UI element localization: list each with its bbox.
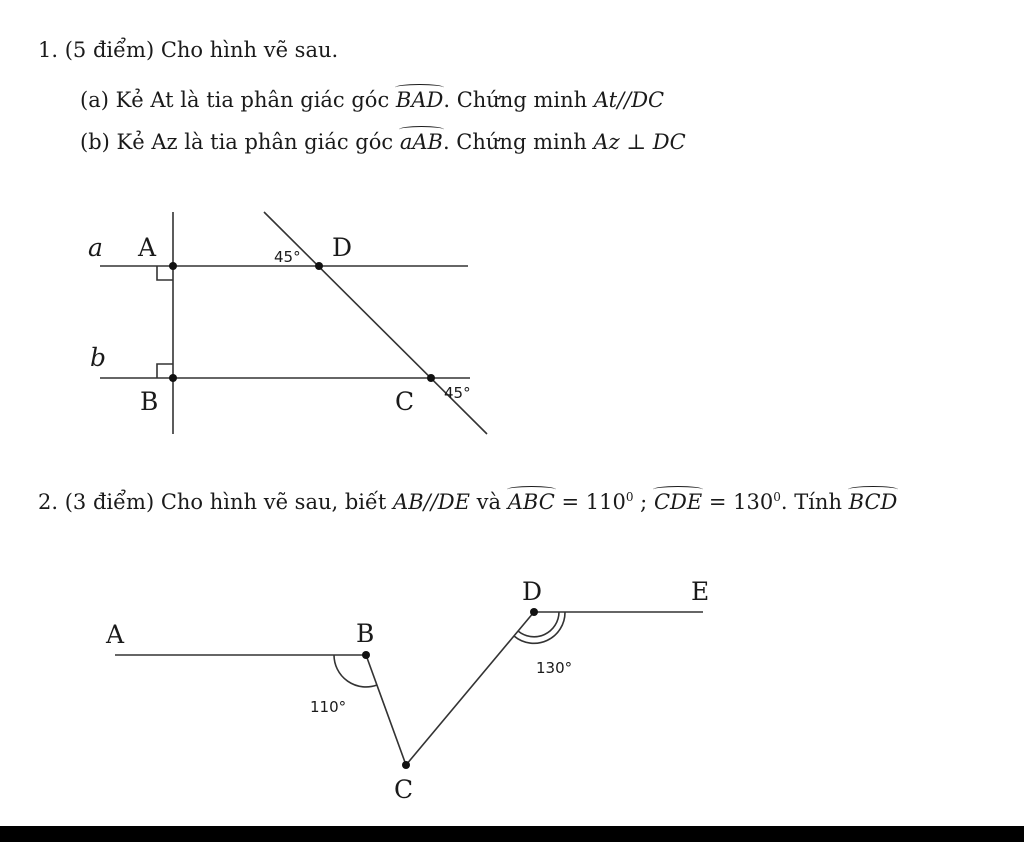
angle-arc-B: [334, 655, 377, 687]
part-b-tag: (b): [80, 130, 110, 154]
point-D: [530, 608, 538, 616]
problem2-angle3: BCD: [848, 490, 898, 514]
problem1-number: 1.: [38, 38, 59, 62]
label-E: E: [691, 577, 710, 606]
part-a-tag: (a): [80, 88, 109, 112]
problem2-val1: = 110: [561, 490, 626, 514]
part-a-angle: BAD: [395, 88, 444, 112]
problem2-sep: ;: [640, 490, 648, 514]
problem2-sup2: 0: [773, 490, 781, 504]
problem2-and: và: [476, 490, 502, 514]
part-b-mid: . Chứng minh: [442, 130, 587, 154]
label-A: A: [138, 233, 157, 262]
label-A: A: [106, 620, 125, 649]
label-b: b: [90, 343, 107, 372]
label-C: C: [394, 775, 414, 804]
problem2-number: 2.: [38, 490, 59, 514]
line-BC: [366, 655, 406, 765]
part-b-math: Az ⊥ DC: [593, 130, 686, 154]
part-a-math: At//DC: [593, 88, 665, 112]
part-a-text: Kẻ At là tia phân giác góc: [115, 88, 390, 112]
part-b-angle: aAB: [399, 130, 443, 154]
part-b-text: Kẻ Az là tia phân giác góc: [116, 130, 394, 154]
part-a-mid: . Chứng minh: [443, 88, 588, 112]
problem2-sup1: 0: [625, 490, 634, 504]
problem2-header-text: (3 điểm) Cho hình vẽ sau, biết: [64, 490, 387, 514]
angle-label-top: 45°: [274, 248, 301, 266]
label-a: a: [88, 233, 103, 262]
point-B: [362, 651, 370, 659]
problem2-math1: AB//DE: [393, 490, 470, 514]
bottom-black-bar: [0, 826, 1024, 842]
label-D: D: [332, 233, 353, 262]
line-CD: [406, 612, 534, 765]
problem2-val2: = 130: [708, 490, 774, 514]
point-C: [402, 761, 410, 769]
label-B: B: [140, 387, 159, 416]
angle-label-D: 130°: [536, 659, 573, 677]
label-C: C: [395, 387, 415, 416]
angle-label-bottom: 45°: [444, 384, 471, 402]
angle-label-B: 110°: [310, 698, 347, 716]
problem2-angle2: CDE: [653, 490, 703, 514]
label-D: D: [522, 577, 543, 606]
problem1-header-text: (5 điểm) Cho hình vẽ sau.: [64, 38, 339, 62]
problem2-angle1: ABC: [507, 490, 555, 514]
problem2-tail: . Tính: [780, 490, 842, 514]
label-B: B: [356, 619, 375, 648]
